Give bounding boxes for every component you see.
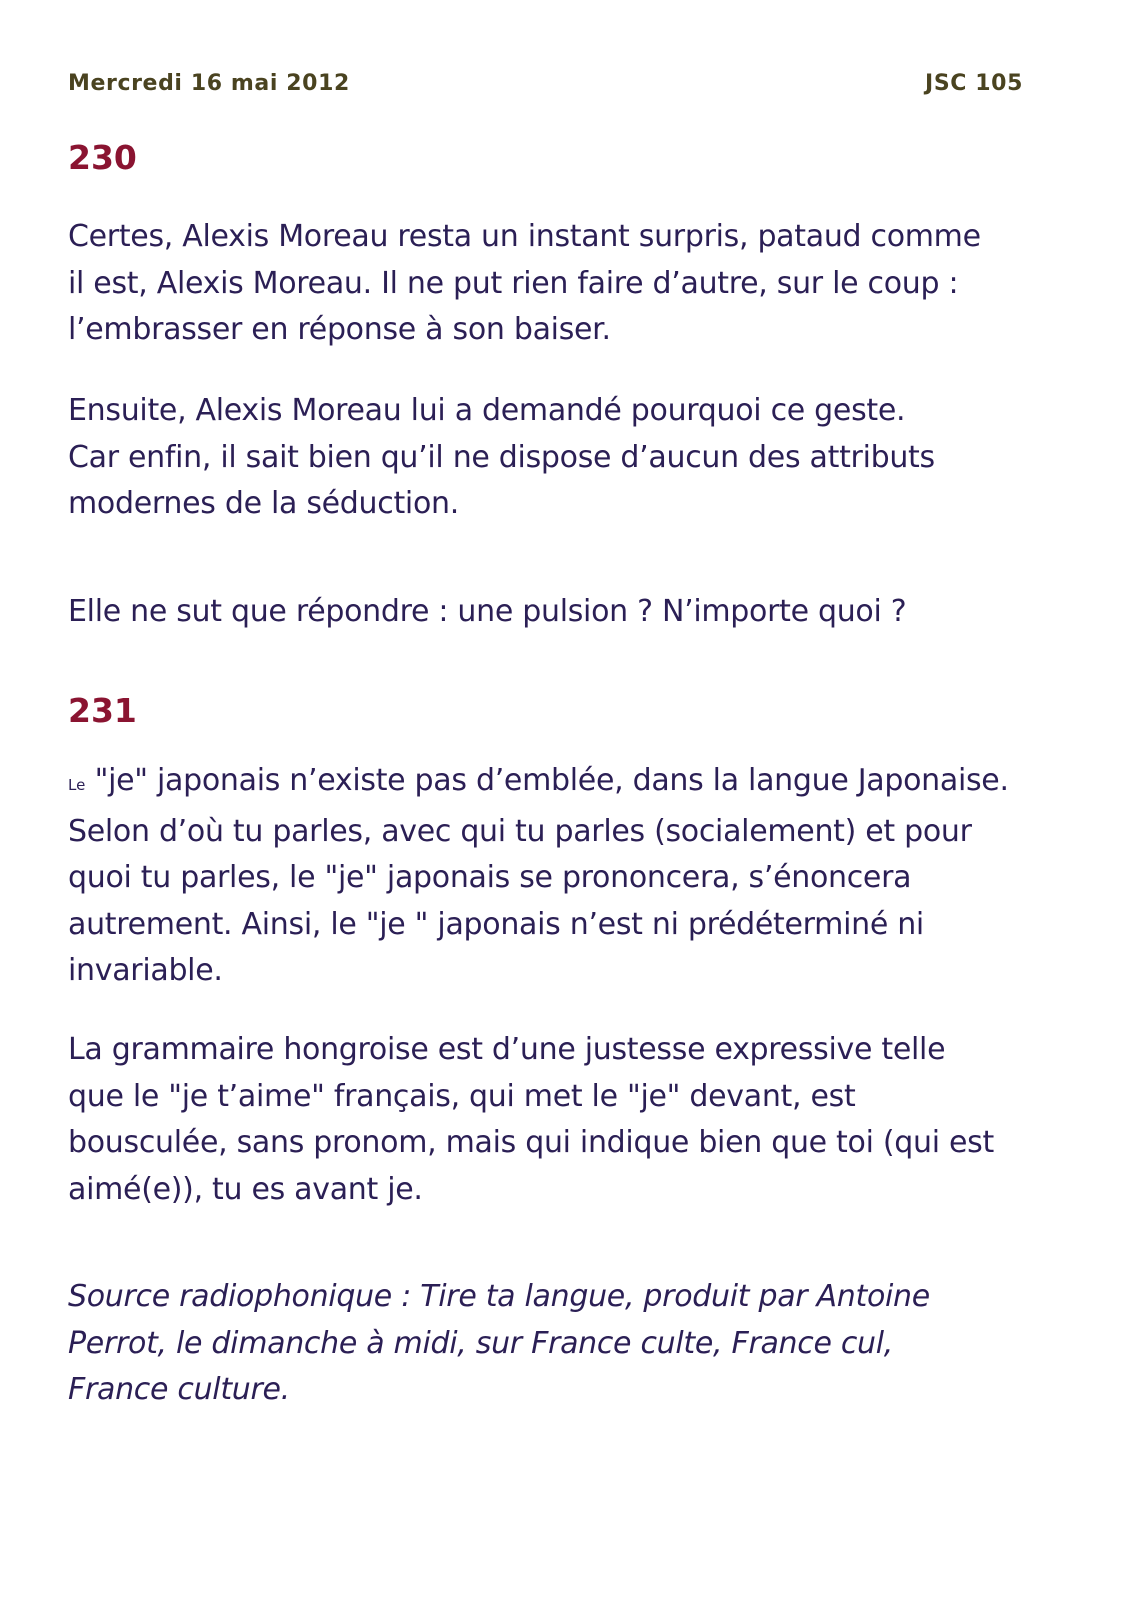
- paragraph: [68, 589, 1058, 636]
- text-line-rest: "je" japonais n’existe pas d’emblée, dans la langue Japonaise.: [85, 763, 1009, 798]
- section-number-231: 231: [68, 691, 137, 730]
- paragraph: [68, 388, 1058, 528]
- text-line: bousculée, sans pronom, mais qui indique bien que toi (qui est: [68, 1125, 994, 1160]
- paragraph: [68, 758, 1058, 995]
- source-citation: [68, 1274, 1058, 1414]
- text-line: Perrot, le dimanche à midi, sur France culte, France cul,: [68, 1325, 894, 1361]
- text-line: Car enfin, il sait bien qu’il ne dispose d’aucun des attributs: [68, 439, 935, 475]
- text-line: La grammaire hongroise est d’une justesse expressive telle: [68, 1032, 946, 1067]
- text-line: modernes de la séduction.: [68, 486, 459, 521]
- text-line: que le "je t’aime" français, qui met le "je" devant, est: [68, 1078, 856, 1114]
- text-line: invariable.: [68, 953, 223, 988]
- header-date: Mercredi 16 mai 2012: [68, 70, 350, 96]
- text-line: l’embrasser en réponse à son baiser.: [68, 312, 611, 347]
- paragraph: [68, 214, 1058, 354]
- text-line: Source radiophonique : Tire ta langue, produit par Antoine: [68, 1279, 930, 1314]
- text-line: Certes, Alexis Moreau resta un instant surpris, pataud comme: [68, 219, 981, 254]
- section-number-230: 230: [68, 138, 137, 177]
- intro-word: Le: [68, 776, 86, 794]
- text-line: aimé(e)), tu es avant je.: [68, 1171, 423, 1207]
- text-line: France culture.: [68, 1372, 290, 1407]
- paragraph: [68, 1027, 1058, 1213]
- text-line: autrement. Ainsi, le "je " japonais n’est ni prédéterminé ni: [68, 906, 924, 942]
- text-line: [68, 758, 1058, 809]
- page-header: [68, 66, 1023, 100]
- text-line: Ensuite, Alexis Moreau lui a demandé pourquoi ce geste.: [68, 393, 906, 428]
- header-code: JSC 105: [925, 70, 1023, 96]
- text-line: Elle ne sut que répondre : une pulsion ? N’importe quoi ?: [68, 594, 907, 629]
- text-line: quoi tu parles, le "je" japonais se prononcera, s’énoncera: [68, 860, 912, 895]
- text-line: il est, Alexis Moreau. Il ne put rien faire d’autre, sur le coup :: [68, 265, 959, 301]
- text-line: Selon d’où tu parles, avec qui tu parles (socialement) et pour: [68, 813, 972, 849]
